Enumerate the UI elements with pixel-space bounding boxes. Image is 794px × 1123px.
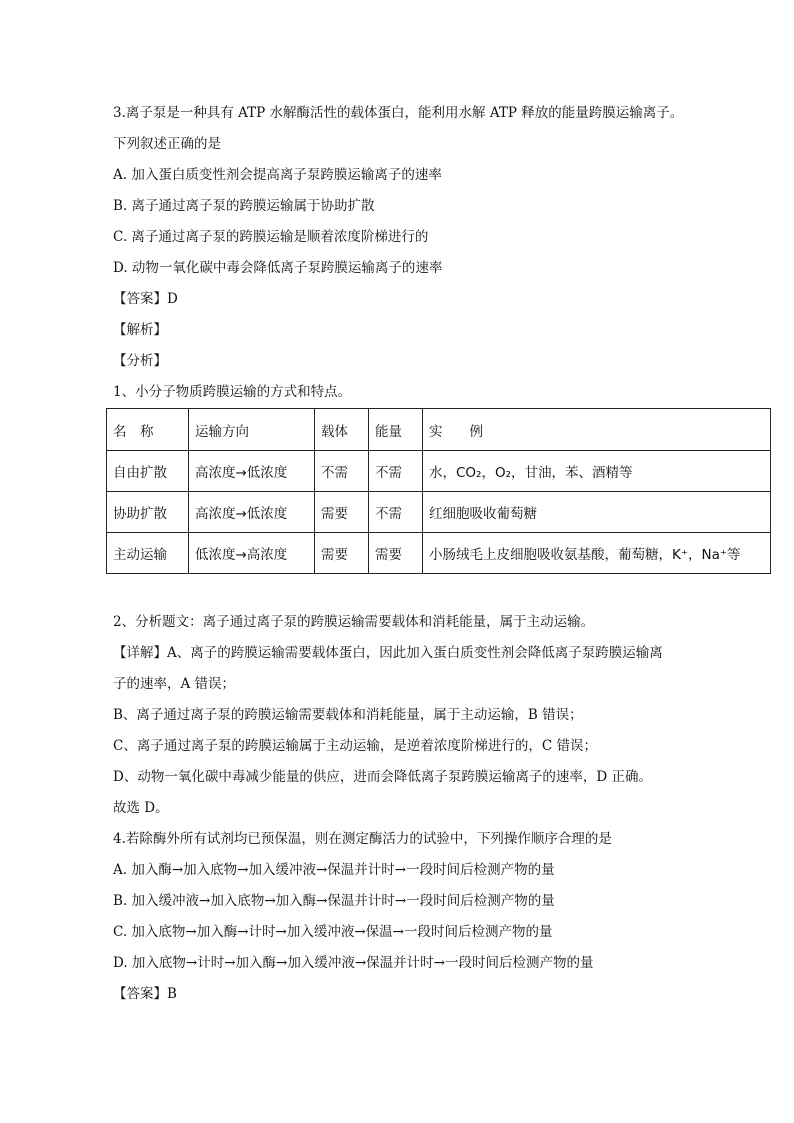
table-cell: 自由扩散 [107, 451, 189, 492]
table-cell: 高浓度→低浓度 [189, 492, 315, 533]
option-d: D. 动物一氧化碳中毒会降低离子泵跨膜运输离子的速率 [113, 260, 443, 276]
option-a: A. 加入蛋白质变性剂会提高离子泵跨膜运输离子的速率 [113, 167, 442, 183]
table-header: 载体 [315, 409, 369, 451]
point-2: 2、分析题文：离子通过离子泵的跨膜运输需要载体和消耗能量，属于主动运输。 [113, 614, 595, 630]
table-cell: 需要 [315, 492, 369, 533]
table-header: 运输方向 [189, 409, 315, 451]
table-header: 实 例 [423, 409, 771, 451]
option-b: B. 离子通过离子泵的跨膜运输属于协助扩散 [113, 198, 375, 214]
detail-a-cont: 子的速率，A 错误； [113, 676, 236, 692]
table-cell: 需要 [369, 533, 423, 574]
table-cell: 不需 [369, 492, 423, 533]
table-row [107, 451, 771, 492]
table-cell: 小肠绒毛上皮细胞吸收氨基酸，葡萄糖，K⁺，Na⁺等 [423, 533, 771, 574]
table-header-row [107, 409, 771, 451]
question-3-stem: 3.离子泵是一种具有 ATP 水解酶活性的载体蛋白，能利用水解 ATP 释放的能量跨膜运输离子。 [113, 105, 684, 121]
q4-option-c: C. 加入底物→加入酶→计时→加入缓冲液→保温→一段时间后检测产物的量 [113, 924, 553, 940]
table-cell: 主动运输 [107, 533, 189, 574]
conclusion: 故选 D。 [113, 800, 169, 816]
detail-d: D、动物一氧化碳中毒减少能量的供应，进而会降低离子泵跨膜运输离子的速率，D 正确。 [113, 769, 652, 785]
table-cell: 协助扩散 [107, 492, 189, 533]
answer-label: 【答案】D [113, 291, 178, 307]
table-cell: 需要 [315, 533, 369, 574]
analysis-heading: 【解析】 [113, 322, 167, 338]
detail-a: 【详解】A、离子的跨膜运输需要载体蛋白，因此加入蛋白质变性剂会降低离子泵跨膜运输离 [113, 645, 663, 661]
table-cell: 水，CO₂，O₂，甘油，苯、酒精等 [423, 451, 771, 492]
q4-option-a: A. 加入酶→加入底物→加入缓冲液→保温并计时→一段时间后检测产物的量 [113, 862, 555, 878]
q4-option-b: B. 加入缓冲液→加入底物→加入酶→保温并计时→一段时间后检测产物的量 [113, 893, 555, 909]
transport-table [106, 408, 771, 574]
question-4-stem: 4.若除酶外所有试剂均已预保温，则在测定酶活力的试验中，下列操作顺序合理的是 [113, 831, 612, 847]
table-cell: 不需 [369, 451, 423, 492]
detail-b: B、离子通过离子泵的跨膜运输需要载体和消耗能量，属于主动运输，B 错误； [113, 707, 583, 723]
option-c: C. 离子通过离子泵的跨膜运输是顺着浓度阶梯进行的 [113, 229, 429, 245]
table-row [107, 533, 771, 574]
table-cell: 不需 [315, 451, 369, 492]
fenxi-heading: 【分析】 [113, 353, 167, 369]
table-header: 能量 [369, 409, 423, 451]
table-header: 名 称 [107, 409, 189, 451]
table-cell: 高浓度→低浓度 [189, 451, 315, 492]
table-cell: 低浓度→高浓度 [189, 533, 315, 574]
q4-option-d: D. 加入底物→计时→加入酶→加入缓冲液→保温并计时→一段时间后检测产物的量 [113, 955, 594, 971]
question-3-prompt: 下列叙述正确的是 [113, 136, 221, 152]
q4-answer-label: 【答案】B [113, 986, 177, 1002]
table-row [107, 492, 771, 533]
table-cell: 红细胞吸收葡萄糖 [423, 492, 771, 533]
point-1: 1、小分子物质跨膜运输的方式和特点。 [113, 384, 352, 400]
detail-c: C、离子通过离子泵的跨膜运输属于主动运输，是逆着浓度阶梯进行的，C 错误； [113, 738, 597, 754]
